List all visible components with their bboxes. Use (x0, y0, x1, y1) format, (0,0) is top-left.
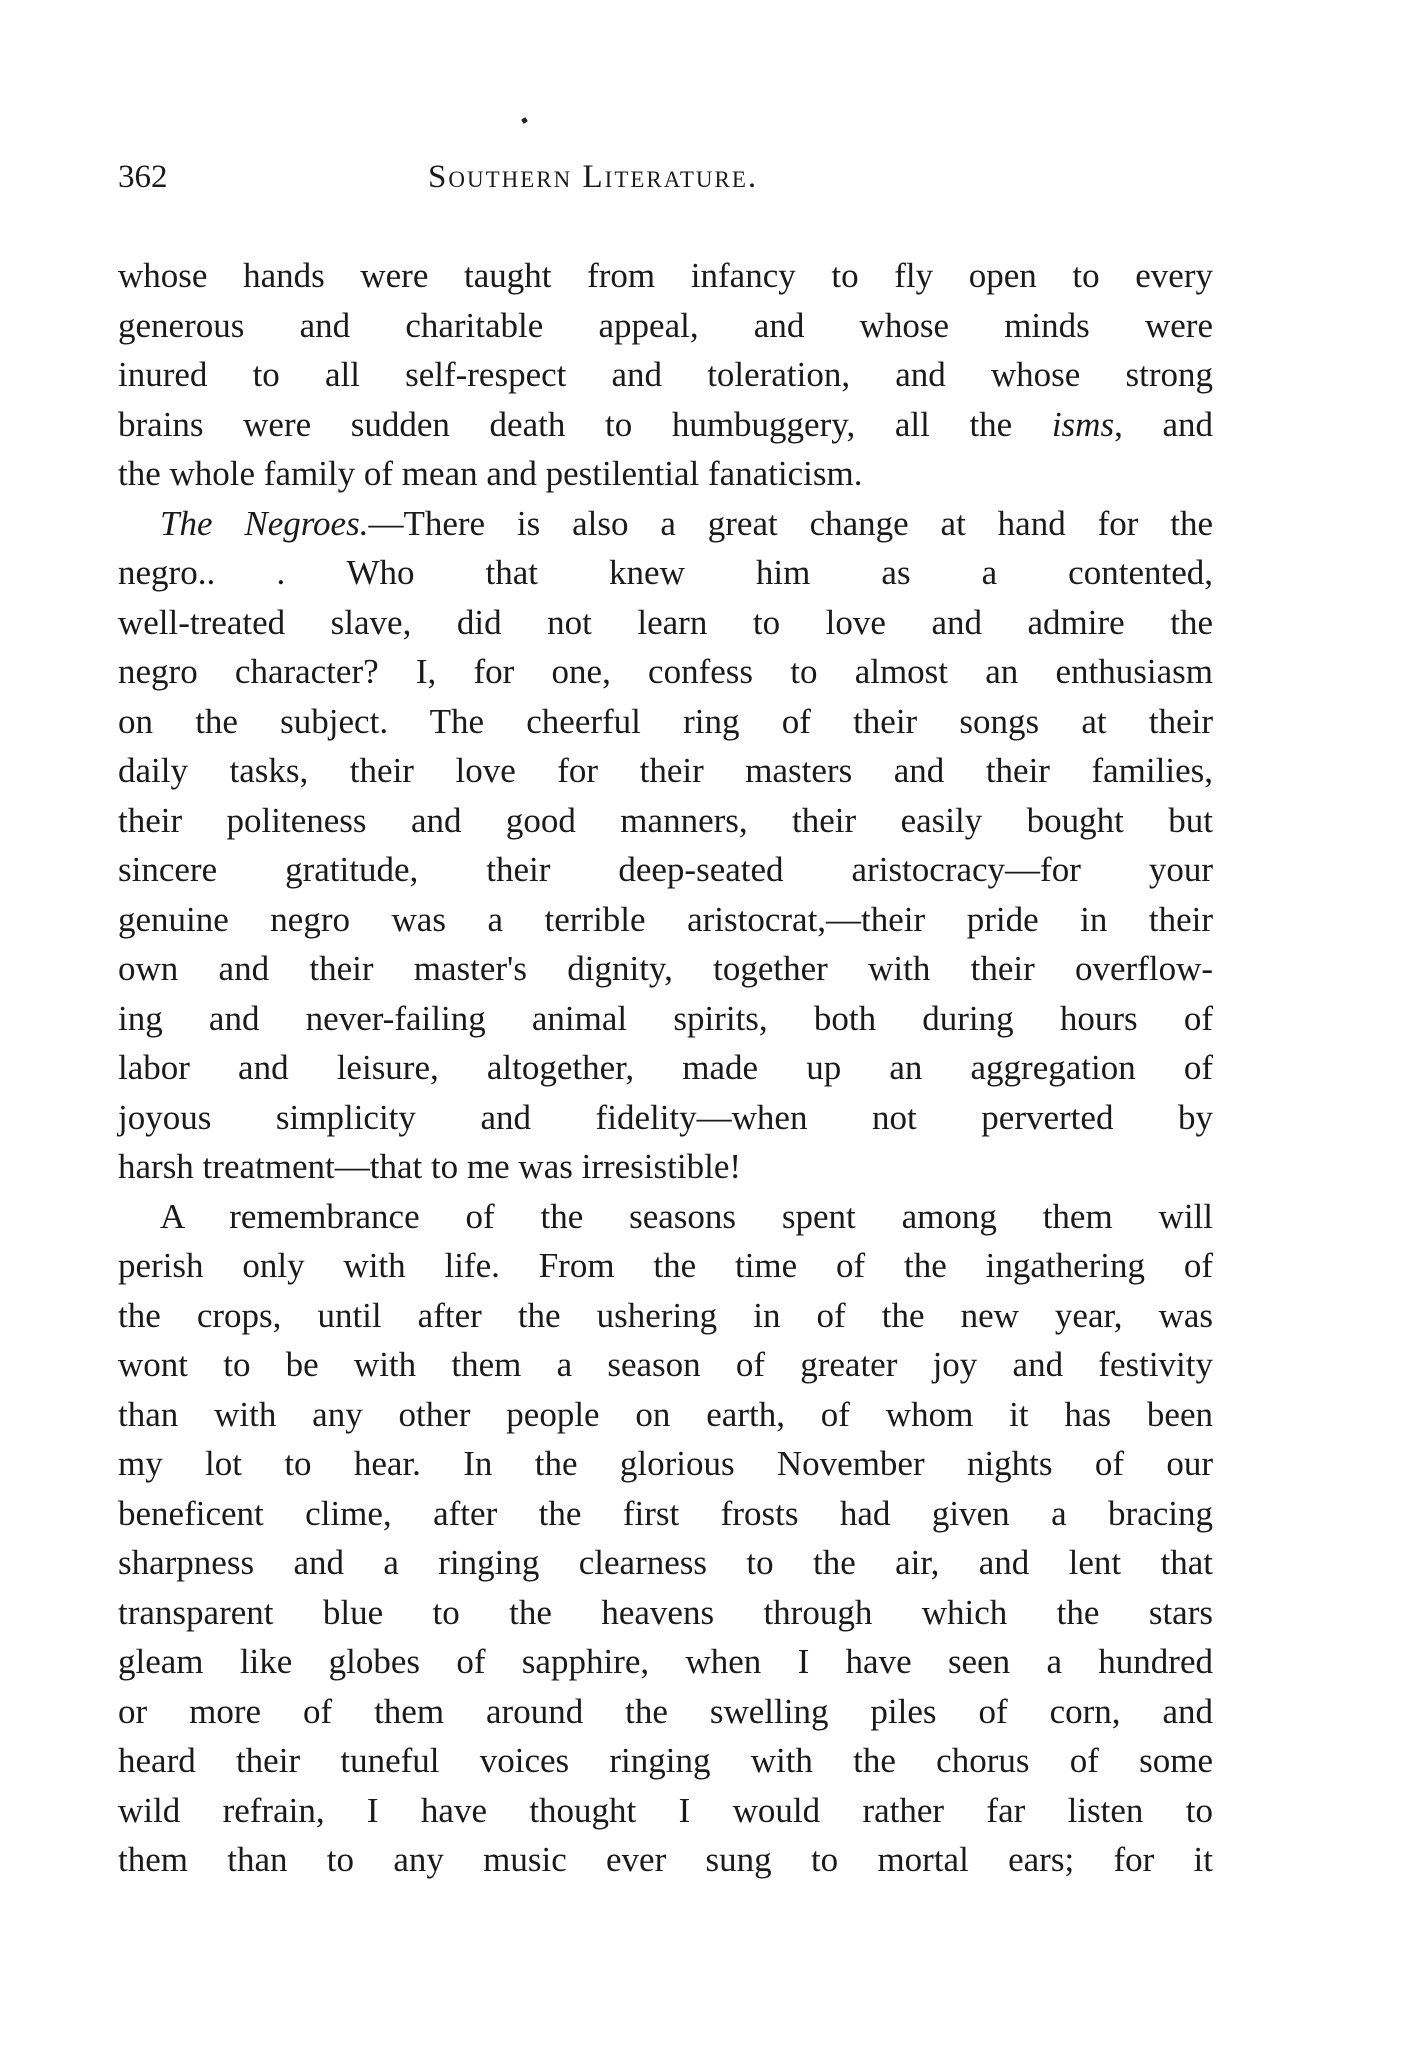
text-line: wont to be with them a season of greater joy and festivity (118, 1345, 1213, 1384)
text-line: ing and never-failing animal spirits, both during hours of (118, 998, 1213, 1038)
text-line: their politeness and good manners, their easily bought but (118, 800, 1213, 840)
text-segment: , and (1114, 404, 1213, 444)
text-line: transparent blue to the heavens through which the stars (118, 1592, 1213, 1632)
running-head-first-rest: outhern (448, 159, 573, 195)
text-line: than with any other people on earth, of whom it has been (118, 1394, 1213, 1434)
text-line: the whole family of mean and pestilential fanaticism. (118, 454, 863, 493)
text-line: sincere gratitude, their deep-seated aristocracy—for your (118, 850, 1213, 889)
section-heading: The Negroes. (160, 503, 369, 543)
text-line: generous and charitable appeal, and whose minds were (118, 305, 1213, 345)
ellipsis-dot: . (276, 553, 286, 592)
text-line: well-treated slave, did not learn to love and admire the (118, 602, 1213, 642)
text-line: the crops, until after the ushering in of the new year, was (118, 1295, 1213, 1335)
text-line: harsh treatment—that to me was irresistible! (118, 1147, 742, 1186)
text-line: daily tasks, their love for their masters and their families, (118, 751, 1213, 790)
text-line: heard their tuneful voices ringing with the chorus of some (118, 1741, 1213, 1780)
text-line: or more of them around the swelling piles of corn, and (118, 1691, 1213, 1731)
body-text (118, 251, 1213, 1885)
text-line: them than to any music ever sung to mortal ears; for it (118, 1840, 1213, 1879)
text-line: perish only with life. From the time of the ingathering of (118, 1246, 1213, 1285)
section-heading-line (118, 499, 1213, 549)
text-line: gleam like globes of sapphire, when I have seen a hundred (118, 1642, 1213, 1681)
text-line: wild refrain, I have thought I would rather far listen to (118, 1790, 1213, 1830)
text-line: A remembrance of the seasons spent among them will (160, 1196, 1213, 1236)
running-head-second-initial: L (582, 159, 605, 195)
text-segment: brains were sudden death to humbuggery, all the (118, 404, 1052, 444)
text-line: own and their master's dignity, together with their overflow- (118, 949, 1213, 988)
text-line: my lot to hear. In the glorious November nights of our (118, 1444, 1213, 1483)
text-segment: —There is also a great change at hand for the (368, 503, 1213, 543)
running-head-second-rest: iterature. (604, 159, 759, 195)
running-head-first-initial: S (428, 159, 449, 195)
text-line: inured to all self-respect and toleration, and whose strong (118, 355, 1213, 394)
page-number: 362 (118, 159, 168, 195)
text-line (118, 400, 1213, 450)
text-line: whose hands were taught from infancy to fly open to every (118, 256, 1213, 295)
print-mark (521, 117, 528, 124)
text-line (118, 548, 1213, 598)
page-header (118, 152, 1213, 202)
text-line: genuine negro was a terrible aristocrat,—their pride in their (118, 899, 1213, 939)
text-line: negro character? I, for one, confess to almost an enthusiasm (118, 652, 1213, 691)
text-line: sharpness and a ringing clearness to the air, and lent that (118, 1543, 1213, 1582)
ellipsis-dot: . (206, 553, 216, 592)
text-line: beneficent clime, after the first frosts had given a bracing (118, 1493, 1213, 1533)
text-segment: Who that knew him as a contented, (346, 553, 1213, 592)
text-line: labor and leisure, altogether, made up an aggregation of (118, 1048, 1213, 1087)
running-head (428, 152, 758, 202)
italic-word: isms (1051, 404, 1115, 444)
text-line: on the subject. The cheerful ring of their songs at their (118, 701, 1213, 741)
text-segment: negro. (118, 553, 207, 592)
text-line: joyous simplicity and fidelity—when not perverted by (118, 1097, 1213, 1137)
